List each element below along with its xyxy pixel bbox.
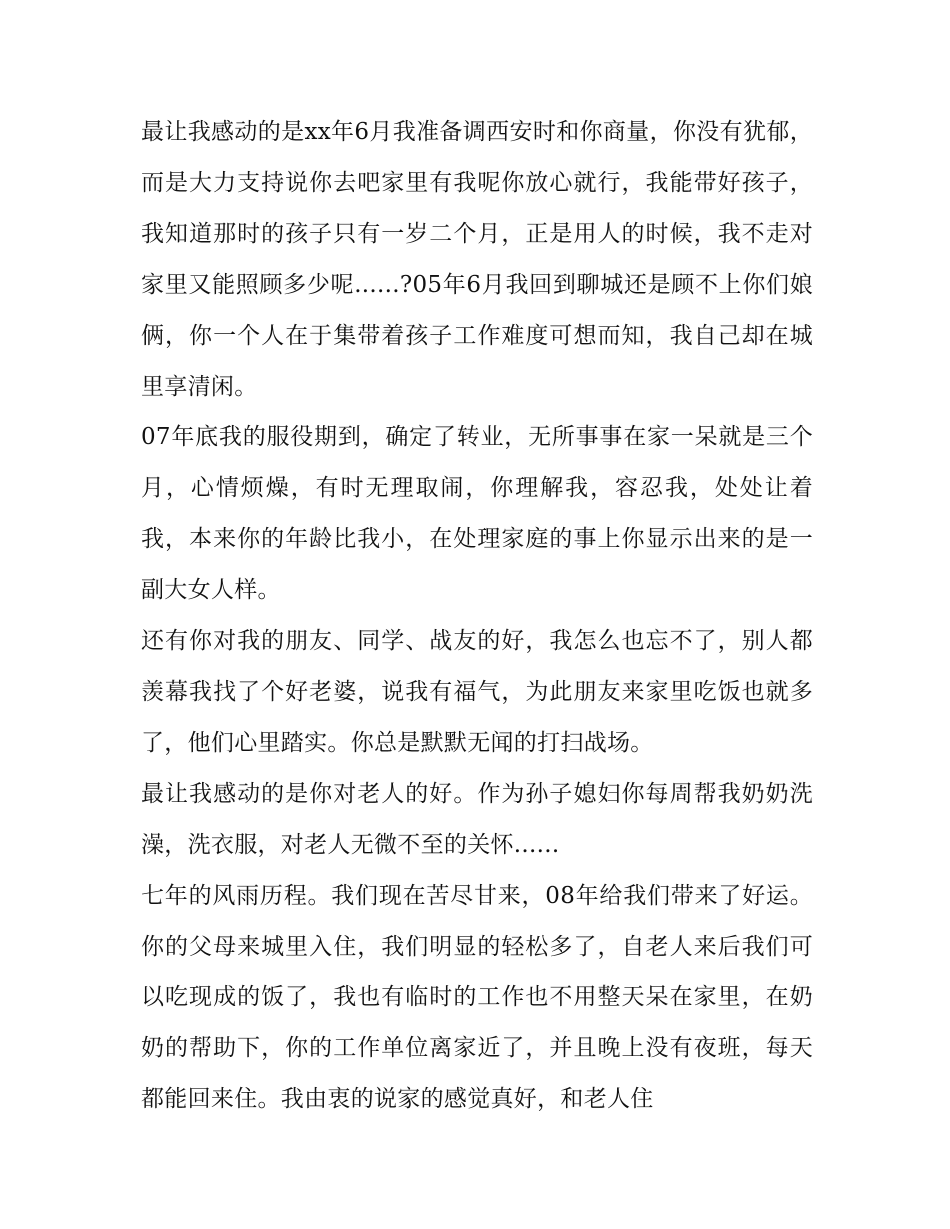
document-body	[141, 107, 813, 1125]
paragraph-3: 还有你对我的朋友、同学、战友的好，我怎么也忘不了，别人都羡幕我找了个好老婆，说我有福气，为此朋友来家里吃饭也就多了，他们心里踏实。你总是默默无闻的打扫战场。	[141, 628, 813, 756]
paragraph-2: 07年底我的服役期到，确定了转业，无所事事在家一呆就是三个月，心情烦燥，有时无理取闹，你理解我，容忍我，处处让着我，本来你的年龄比我小，在处理家庭的事上你显示出来的是一副大女人样。	[141, 424, 813, 604]
paragraph-1: 最让我感动的是xx年6月我准备调西安时和你商量，你没有犹郁，而是大力支持说你去吧家里有我呢你放心就行，我能带好孩子，我知道那时的孩子只有一岁二个月，正是用人的时候，我不走对家里又能照顾多少呢......?05年6月我回到聊城还是顾不上你们娘俩，你一个人在于集带着孩子工作难度可想而知，我自己却在城里享清闲。	[141, 119, 813, 400]
paragraph-5: 七年的风雨历程。我们现在苦尽甘来，08年给我们带来了好运。你的父母来城里入住，我们明显的轻松多了，自老人来后我们可以吃现成的饭了，我也有临时的工作也不用整天呆在家里，在奶奶的帮助下，你的工作单位离家近了，并且晚上没有夜班，每天都能回来住。我由衷的说家的感觉真好，和老人住	[141, 882, 813, 1113]
paragraph-4: 最让我感动的是你对老人的好。作为孙子媳妇你每周帮我奶奶洗澡，洗衣服，对老人无微不至的关怀......	[141, 780, 813, 858]
